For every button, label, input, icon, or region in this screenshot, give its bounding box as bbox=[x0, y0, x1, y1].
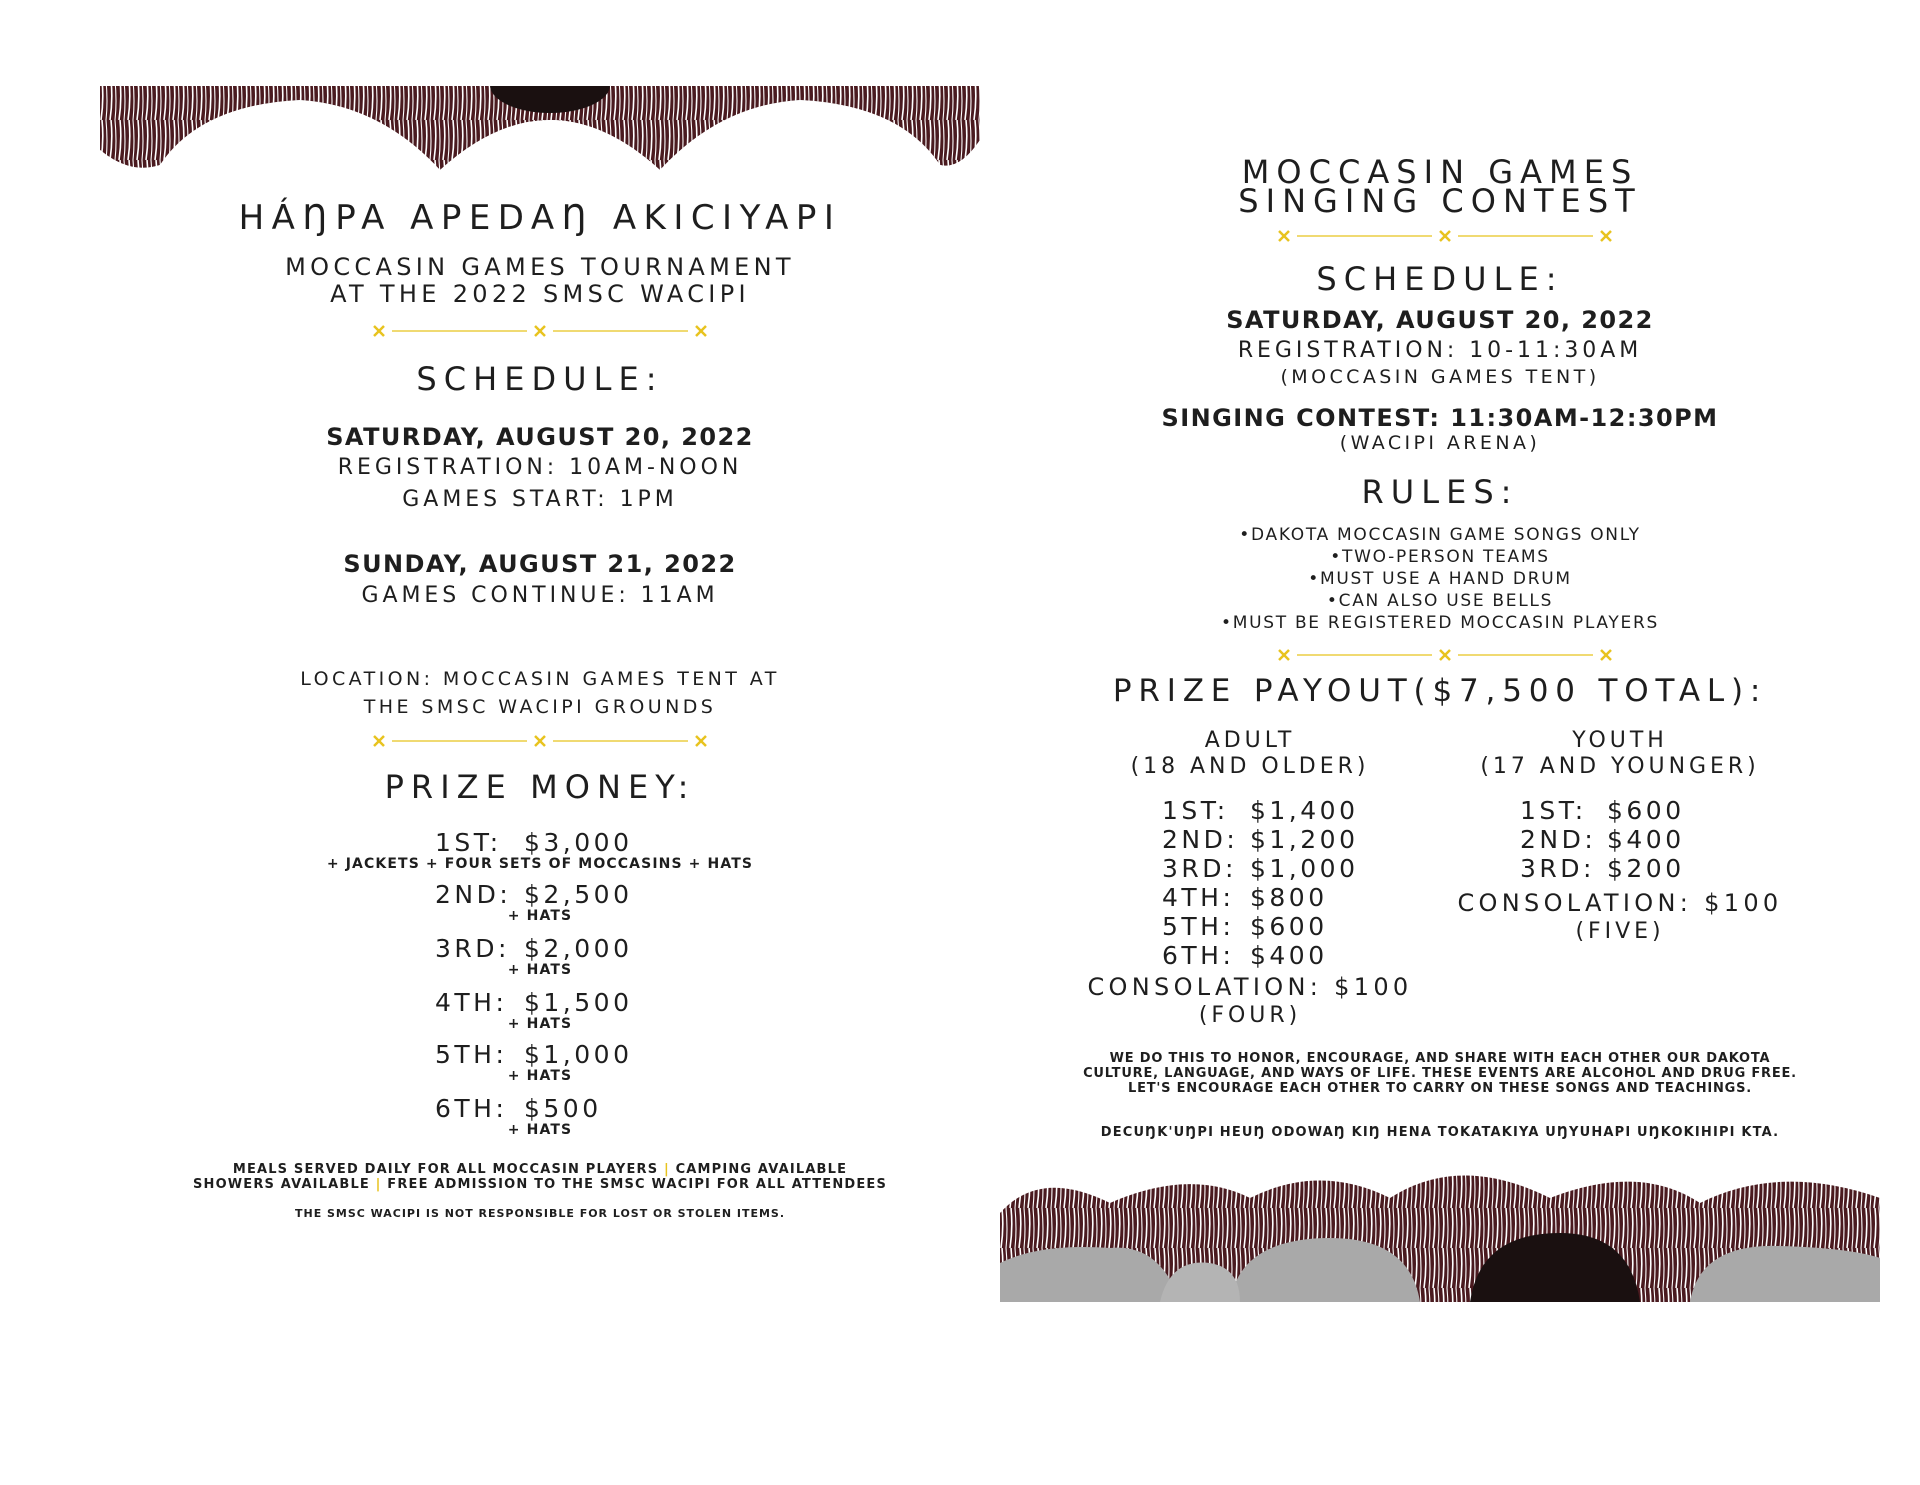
footer-amenities-2 bbox=[100, 1177, 980, 1192]
rule-item: •CAN ALSO USE BELLS bbox=[1326, 591, 1554, 611]
contest-title: MOCCASIN GAMES bbox=[1241, 153, 1639, 191]
prize-extras: + HATS bbox=[507, 962, 573, 978]
sunday-date: SUNDAY, AUGUST 21, 2022 bbox=[343, 550, 737, 578]
adult-consolation-count: (FOUR) bbox=[1198, 1003, 1302, 1028]
footer-admission: FREE ADMISSION TO THE SMSC WACIPI FOR ALL ATTENDEES bbox=[387, 1177, 887, 1192]
prize-place: 6TH: bbox=[435, 1094, 508, 1123]
rules-heading: RULES: bbox=[1361, 473, 1519, 511]
saturday-registration: REGISTRATION: 10AM-NOON bbox=[337, 455, 743, 480]
youth-prize-amount: $200 bbox=[1607, 854, 1685, 883]
x-mark-divider bbox=[1275, 647, 1615, 663]
youth-prize-place: 3RD: bbox=[1520, 854, 1595, 883]
prize-money-heading: PRIZE MONEY: bbox=[384, 768, 696, 806]
footer-meals: MEALS SERVED DAILY FOR ALL MOCCASIN PLAYERS bbox=[232, 1162, 659, 1177]
x-mark-divider bbox=[370, 323, 710, 339]
prize-place: 3RD: bbox=[435, 934, 510, 963]
saturday-date: SATURDAY, AUGUST 20, 2022 bbox=[326, 423, 754, 451]
youth-consolation: CONSOLATION: $100 bbox=[1457, 889, 1783, 917]
footer-camping: CAMPING AVAILABLE bbox=[675, 1162, 848, 1177]
adult-prize-place: 3RD: bbox=[1162, 854, 1237, 883]
youth-prize-place: 2ND: bbox=[1520, 825, 1597, 854]
adult-prize-place: 5TH: bbox=[1162, 912, 1235, 941]
prize-amount: $3,000 bbox=[524, 828, 633, 857]
adult-prize-place: 1ST: bbox=[1162, 796, 1229, 825]
x-mark-divider bbox=[370, 733, 710, 749]
adult-prize-amount: $1,000 bbox=[1250, 854, 1359, 883]
prize-extras: + HATS bbox=[507, 1016, 573, 1032]
beaded-fringe-bottom-decoration bbox=[1000, 1168, 1880, 1302]
singing-contest-flyer bbox=[1000, 0, 1880, 1485]
youth-age-range: (17 AND YOUNGER) bbox=[1480, 754, 1760, 779]
adult-age-range: (18 AND OLDER) bbox=[1130, 754, 1370, 779]
prize-place: 4TH: bbox=[435, 988, 508, 1017]
tournament-flyer bbox=[100, 0, 980, 1485]
footer-disclaimer: THE SMSC WACIPI IS NOT RESPONSIBLE FOR LOST OR STOLEN ITEMS. bbox=[295, 1207, 785, 1220]
event-title: HÁŊPA APEDAŊ AKICIYAPI bbox=[238, 198, 842, 238]
event-subtitle-venue: AT THE 2022 SMSC WACIPI bbox=[330, 280, 750, 308]
contest-title-2: SINGING CONTEST bbox=[1238, 182, 1642, 220]
footer-showers: SHOWERS AVAILABLE bbox=[192, 1177, 370, 1192]
prize-amount: $2,000 bbox=[524, 934, 633, 963]
rule-item: •DAKOTA MOCCASIN GAME SONGS ONLY bbox=[1239, 525, 1641, 545]
contest-date: SATURDAY, AUGUST 20, 2022 bbox=[1226, 306, 1654, 334]
prize-amount: $1,000 bbox=[524, 1040, 633, 1069]
prize-amount: $2,500 bbox=[524, 880, 633, 909]
beaded-fringe-top-decoration bbox=[100, 80, 980, 180]
separator-bar: | bbox=[663, 1162, 676, 1177]
registration-place: (MOCCASIN GAMES TENT) bbox=[1280, 366, 1600, 388]
x-mark-divider bbox=[1275, 228, 1615, 244]
prize-place: 5TH: bbox=[435, 1040, 508, 1069]
adult-consolation: CONSOLATION: $100 bbox=[1087, 973, 1413, 1001]
adult-heading: ADULT bbox=[1204, 728, 1296, 753]
sunday-games-continue: GAMES CONTINUE: 11AM bbox=[361, 583, 719, 608]
prize-place: 2ND: bbox=[435, 880, 512, 909]
adult-prize-amount: $800 bbox=[1250, 883, 1328, 912]
adult-prize-amount: $400 bbox=[1250, 941, 1328, 970]
adult-prize-amount: $600 bbox=[1250, 912, 1328, 941]
saturday-games-start: GAMES START: 1PM bbox=[402, 487, 678, 512]
prize-payout-heading: PRIZE PAYOUT($7,500 TOTAL): bbox=[1112, 673, 1768, 709]
youth-consolation-count: (FIVE) bbox=[1575, 919, 1665, 944]
prize-extras: + HATS bbox=[507, 908, 573, 924]
closing-message: WE DO THIS TO HONOR, ENCOURAGE, AND SHARE WITH EACH OTHER OUR DAKOTA CULTURE, LANGUAGE, AND WAYS OF LIFE. THESE EVENTS ARE ALCOHOL AND DRUG FREE. LET'S ENCOURAGE EACH OTHER TO CARRY ON THESE SONGS AND TEACHINGS. bbox=[1083, 1051, 1797, 1096]
rule-item: •TWO-PERSON TEAMS bbox=[1330, 547, 1550, 567]
adult-prize-place: 2ND: bbox=[1162, 825, 1239, 854]
youth-prize-amount: $600 bbox=[1607, 796, 1685, 825]
prize-extras: + HATS bbox=[507, 1122, 573, 1138]
adult-prize-place: 4TH: bbox=[1162, 883, 1235, 912]
prize-place: 1ST: bbox=[435, 828, 502, 857]
separator-bar: | bbox=[375, 1177, 388, 1192]
schedule-heading: SCHEDULE: bbox=[416, 360, 664, 398]
location-grounds: THE SMSC WACIPI GROUNDS bbox=[363, 696, 717, 718]
contest-registration: REGISTRATION: 10-11:30AM bbox=[1237, 338, 1643, 363]
event-subtitle: MOCCASIN GAMES TOURNAMENT bbox=[285, 253, 795, 281]
prize-amount: $1,500 bbox=[524, 988, 633, 1017]
youth-prize-place: 1ST: bbox=[1520, 796, 1587, 825]
dakota-closing-line: DECUŊK'UŊPI HEUŊ ODOWAŊ KIŊ HENA TOKATAKIYA UŊYUHAPI UŊKOKIHIPI KTA. bbox=[1100, 1125, 1780, 1140]
adult-prize-place: 6TH: bbox=[1162, 941, 1235, 970]
rule-item: •MUST BE REGISTERED MOCCASIN PLAYERS bbox=[1221, 613, 1659, 633]
schedule-heading: SCHEDULE: bbox=[1316, 260, 1564, 298]
adult-prize-amount: $1,400 bbox=[1250, 796, 1359, 825]
singing-contest-time: SINGING CONTEST: 11:30AM-12:30PM bbox=[1161, 404, 1719, 432]
prize-amount: $500 bbox=[524, 1094, 602, 1123]
rule-item: •MUST USE A HAND DRUM bbox=[1308, 569, 1572, 589]
youth-prize-amount: $400 bbox=[1607, 825, 1685, 854]
footer-amenities bbox=[100, 1162, 980, 1177]
location-line: LOCATION: MOCCASIN GAMES TENT AT bbox=[300, 668, 780, 690]
youth-heading: YOUTH bbox=[1572, 728, 1668, 753]
prize-extras: + JACKETS + FOUR SETS OF MOCCASINS + HATS bbox=[326, 856, 754, 872]
adult-prize-amount: $1,200 bbox=[1250, 825, 1359, 854]
contest-place: (WACIPI ARENA) bbox=[1339, 432, 1541, 454]
prize-extras: + HATS bbox=[507, 1068, 573, 1084]
